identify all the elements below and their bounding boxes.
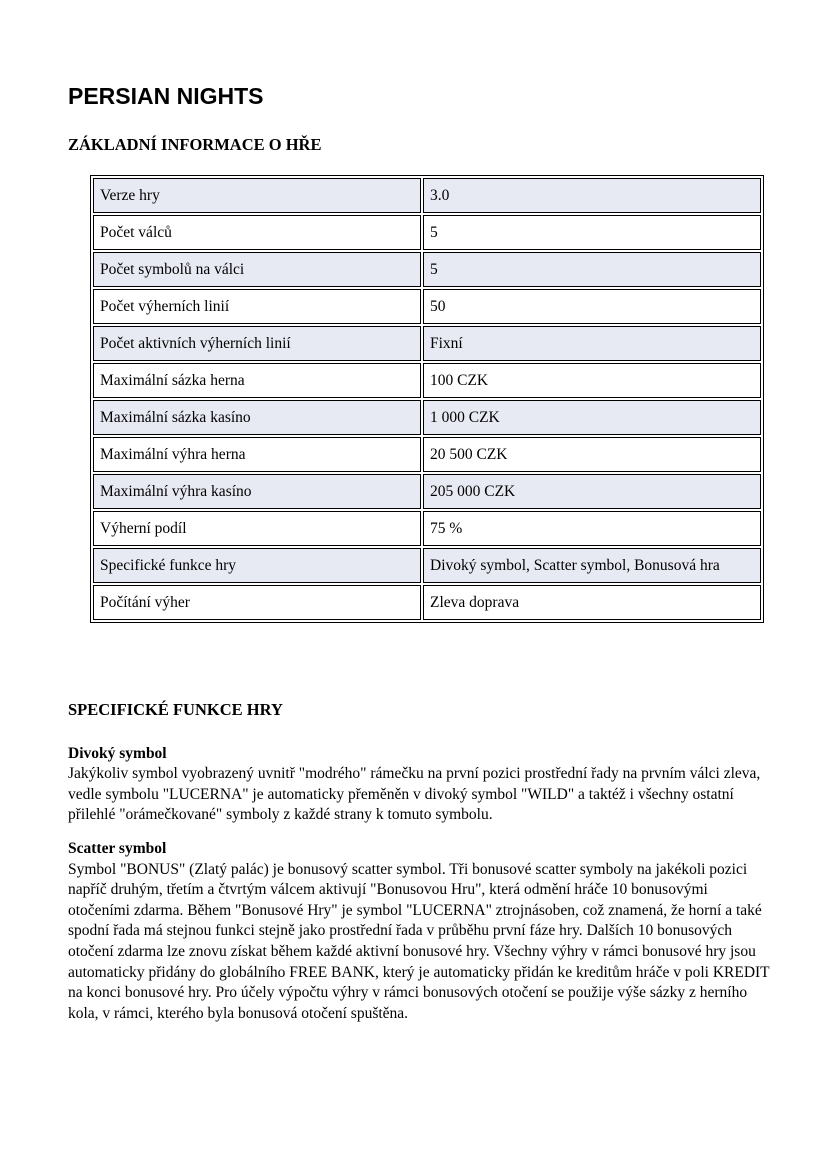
table-cell-value: 100 CZK: [423, 363, 761, 398]
table-row: [93, 474, 761, 509]
table-row: [93, 548, 761, 583]
table-cell-label: Specifické funkce hry: [93, 548, 421, 583]
table-cell-value: 1 000 CZK: [423, 400, 761, 435]
table-cell-label: Počet válců: [93, 215, 421, 250]
table-cell-label: Maximální výhra kasíno: [93, 474, 421, 509]
table-row: [93, 178, 761, 213]
table-cell-label: Počítání výher: [93, 585, 421, 620]
table-cell-value: 3.0: [423, 178, 761, 213]
page-title: PERSIAN NIGHTS: [68, 83, 264, 109]
table-cell-label: Verze hry: [93, 178, 421, 213]
basic-info-table-body: [93, 178, 761, 620]
table-row: [93, 363, 761, 398]
table-cell-value: 20 500 CZK: [423, 437, 761, 472]
feature-title: Scatter symbol: [68, 839, 167, 857]
table-row: [93, 326, 761, 361]
table-cell-label: Maximální výhra herna: [93, 437, 421, 472]
table-cell-value: 50: [423, 289, 761, 324]
table-cell-value: 5: [423, 252, 761, 287]
table-row: [93, 437, 761, 472]
table-cell-value: Divoký symbol, Scatter symbol, Bonusová hra: [423, 548, 761, 583]
feature-text: Symbol "BONUS" (Zlatý palác) je bonusový scatter symbol. Tři bonusové scatter symboly na jakékoli pozici napříč druhým, třetím a čtvrtým válcem aktivují "Bonusovou Hru", která odmění hráče 10 bonusovými otočeními zdarma. Během "Bonusové Hry" je symbol "LUCERNA" ztrojnásoben, což znamená, že horní a také spodní řada má stejnou funkci stejně jako prostřední řada v průběhu první fáze hry. Dalších 10 bonusových otočení zdarma lze znovu získat během každé aktivní bonusové hry. Všechny výhry v rámci bonusové hry jsou automaticky přidány do globálního FREE BANK, který je automaticky přidán ke kreditům hráče v poli KREDIT na konci bonusové hry. Pro účely výpočtu výhry v rámci bonusových otočení se použije výše sázky z herního kola, v rámci, kterého byla bonusová otočení spuštěna.: [68, 860, 770, 1022]
table-row: [93, 511, 761, 546]
table-cell-value: Fixní: [423, 326, 761, 361]
table-cell-label: Maximální sázka kasíno: [93, 400, 421, 435]
specific-features-heading: SPECIFICKÉ FUNKCE HRY: [68, 700, 283, 720]
table-cell-value: Zleva doprava: [423, 585, 761, 620]
feature-wild-symbol: [68, 744, 770, 826]
table-cell-label: Počet aktivních výherních linií: [93, 326, 421, 361]
basic-info-table: [90, 175, 764, 623]
feature-text: Jakýkoliv symbol vyobrazený uvnitř "modrého" rámečku na první pozici prostřední řady na prvním válci zleva, vedle symbolu "LUCERNA" je automaticky přeměněn v divoký symbol "WILD" a taktéž i všechny ostatní přilehlé "orámečkované" symboly z každé strany k tomuto symbolu.: [68, 765, 761, 824]
table-row: [93, 289, 761, 324]
table-row: [93, 215, 761, 250]
basic-info-heading: ZÁKLADNÍ INFORMACE O HŘE: [68, 135, 322, 155]
table-cell-label: Maximální sázka herna: [93, 363, 421, 398]
table-cell-label: Výherní podíl: [93, 511, 421, 546]
table-cell-value: 5: [423, 215, 761, 250]
feature-title: Divoký symbol: [68, 744, 167, 762]
table-row: [93, 400, 761, 435]
table-cell-label: Počet výherních linií: [93, 289, 421, 324]
table-cell-value: 75 %: [423, 511, 761, 546]
table-row: [93, 252, 761, 287]
table-cell-label: Počet symbolů na válci: [93, 252, 421, 287]
table-cell-value: 205 000 CZK: [423, 474, 761, 509]
feature-scatter-symbol: [68, 839, 770, 1024]
table-row: [93, 585, 761, 620]
